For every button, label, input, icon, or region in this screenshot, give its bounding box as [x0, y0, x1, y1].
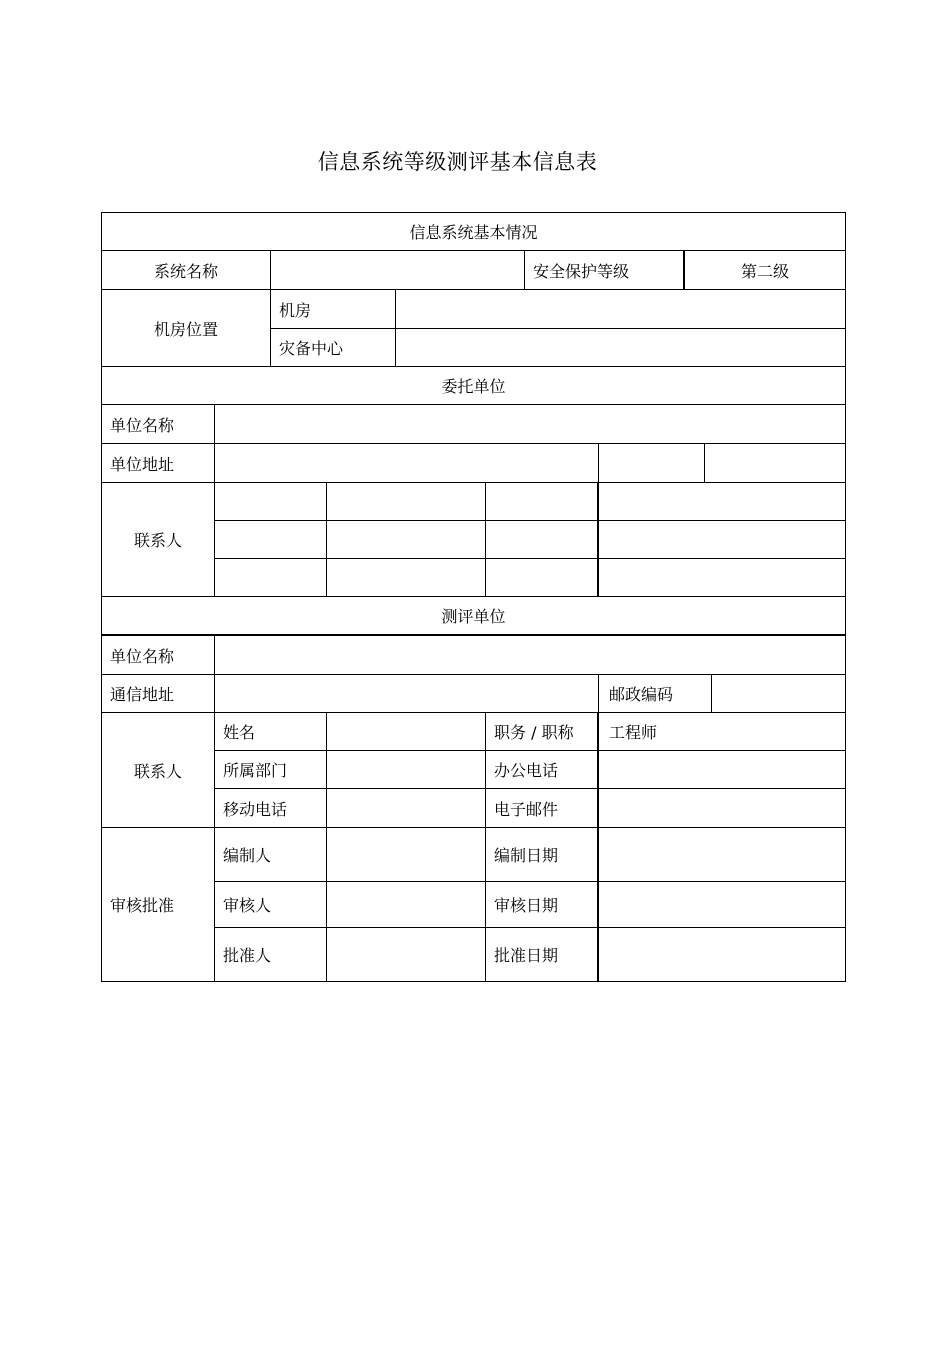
client-contact-cell: [485, 558, 599, 597]
client-contact-cell: [214, 558, 327, 597]
reviewed-by-field[interactable]: [326, 881, 486, 928]
client-postcode-field[interactable]: [704, 443, 846, 483]
reviewed-date-field[interactable]: [597, 881, 846, 928]
room-field[interactable]: [395, 289, 846, 329]
section-header-basic-info: 信息系统基本情况: [101, 212, 846, 251]
client-contact-cell[interactable]: [597, 558, 846, 597]
client-unit-address-field[interactable]: [214, 443, 599, 483]
prepared-date-field[interactable]: [597, 827, 846, 882]
email-label: 电子邮件: [485, 788, 599, 828]
approved-date-field[interactable]: [597, 927, 846, 982]
client-unit-name-field[interactable]: [214, 404, 846, 444]
backup-center-label: 灾备中心: [270, 328, 396, 367]
client-contact-cell: [485, 520, 599, 559]
client-contact-cell: [214, 520, 327, 559]
evaluator-postcode-field[interactable]: [711, 674, 846, 713]
system-name-field[interactable]: [270, 250, 525, 290]
reviewed-date-label: 审核日期: [485, 881, 599, 928]
backup-center-field[interactable]: [395, 328, 846, 367]
client-contact-cell[interactable]: [326, 520, 486, 559]
client-postcode-label-cell: [598, 443, 705, 483]
client-contact-cell: [214, 482, 327, 521]
position-label: 职务 / 职称: [485, 712, 599, 751]
security-level-field[interactable]: 第二级: [683, 250, 846, 290]
evaluator-address-field[interactable]: [214, 674, 599, 713]
department-label: 所属部门: [214, 750, 327, 789]
approved-by-field[interactable]: [326, 927, 486, 982]
name-field[interactable]: [326, 712, 486, 751]
approval-label: 审核批准: [101, 827, 215, 982]
client-contact-cell: [485, 482, 599, 521]
client-contact-cell[interactable]: [597, 482, 846, 521]
system-name-label: 系统名称: [101, 250, 271, 290]
position-field[interactable]: 工程师: [597, 712, 846, 751]
department-field[interactable]: [326, 750, 486, 789]
room-location-label: 机房位置: [101, 289, 271, 367]
evaluator-unit-name-field[interactable]: [214, 635, 846, 675]
prepared-date-label: 编制日期: [485, 827, 599, 882]
room-label: 机房: [270, 289, 396, 329]
client-contact-cell[interactable]: [326, 558, 486, 597]
mobile-label: 移动电话: [214, 788, 327, 828]
client-unit-name-label: 单位名称: [101, 404, 215, 444]
security-level-label: 安全保护等级: [524, 250, 684, 290]
client-contact-cell[interactable]: [326, 482, 486, 521]
mobile-field[interactable]: [326, 788, 486, 828]
prepared-by-field[interactable]: [326, 827, 486, 882]
evaluator-postcode-label: 邮政编码: [598, 674, 712, 713]
approved-by-label: 批准人: [214, 927, 327, 982]
client-contact-cell[interactable]: [597, 520, 846, 559]
reviewed-by-label: 审核人: [214, 881, 327, 928]
office-phone-field[interactable]: [597, 750, 846, 789]
section-header-evaluator: 测评单位: [101, 596, 846, 636]
evaluator-unit-name-label: 单位名称: [101, 635, 215, 675]
client-unit-address-label: 单位地址: [101, 443, 215, 483]
approved-date-label: 批准日期: [485, 927, 599, 982]
evaluator-contact-label: 联系人: [101, 712, 215, 828]
section-header-client: 委托单位: [101, 366, 846, 405]
name-label: 姓名: [214, 712, 327, 751]
office-phone-label: 办公电话: [485, 750, 599, 789]
page-title: 信息系统等级测评基本信息表: [317, 150, 598, 174]
client-contact-label: 联系人: [101, 482, 215, 597]
evaluator-address-label: 通信地址: [101, 674, 215, 713]
email-field[interactable]: [597, 788, 846, 828]
prepared-by-label: 编制人: [214, 827, 327, 882]
